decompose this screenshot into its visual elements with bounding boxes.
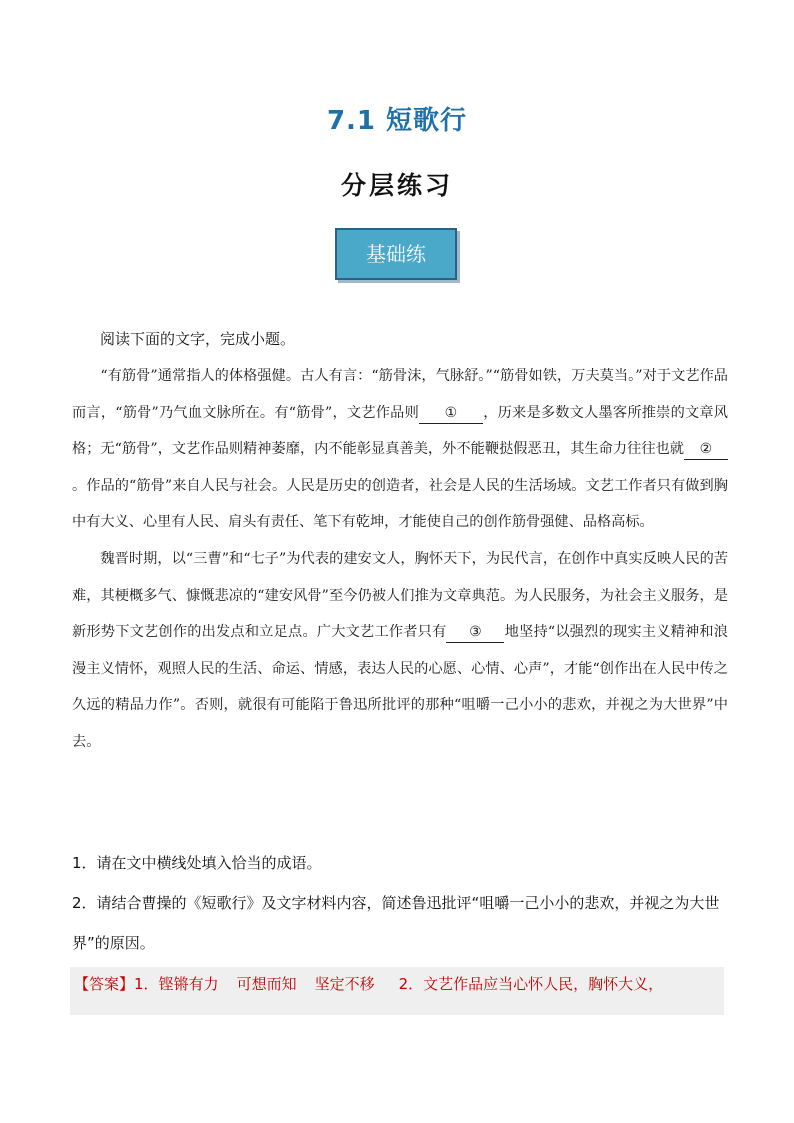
answer-2-text: 2．文艺作品应当心怀人民，胸怀大义， (398, 975, 664, 993)
answer-idiom-3: 坚定不移 (314, 975, 375, 993)
question-list (72, 843, 728, 963)
page-subtitle: 分层练习 (340, 171, 453, 200)
question-2: 2．请结合曹操的《短歌行》及文字材料内容，简述鲁迅批评“咀嚼一己小小的悲欢，并视之为大世界”的原因。 (72, 894, 720, 952)
question-1: 1．请在文中横线处填入恰当的成语。 (72, 854, 322, 872)
answer-box (70, 967, 724, 1015)
passage-text: 。作品的“筋骨”来自人民与社会。人民是历史的创造者，社会是人民的生活场域。文艺工作者只有做到胸中有大义、心里有人民、肩头有责任、笔下有乾坤，才能使自己的创作筋骨强健、品格高标。 (72, 477, 728, 531)
passage-text: 地坚持“以强烈的现实主义精神和浪漫主义情怀，观照人民的生活、命运、情感，表达人民的心愿、心情、心声”，才能“创作出在人民中传之久远的精品力作”。否则，就很有可能陷于鲁迅所批评的那种“咀嚼一己小小的悲欢，并视之为大世界”中去。 (72, 624, 728, 750)
reading-passage (72, 358, 728, 761)
passage-text: “有筋骨”通常指人的体格强健。古人有言：“筋骨沫，气脉舒。”“筋骨如铁，万夫莫当。”对于文艺作品而言，“筋骨”乃气血文脉所在。有“筋骨”，文艺作品则 (72, 368, 728, 421)
passage-text: 魏晋时期，以“三曹”和“七子”为代表的建安文人，胸怀天下，为民代言，在创作中真实反映人民的苦难，其梗概多气、慷慨悲凉的“建安风骨”至今仍被人们推为文章典范。为人民服务，为社会主义服务，是新形势下文艺创作的出发点和立足点。广大文艺工作者只有 (72, 550, 728, 641)
page-title: 7.1 短歌行 (326, 106, 468, 136)
passage-text: ，历来是多数文人墨客所推崇的文章风格；无“筋骨”，文艺作品则精神萎靡，内不能彰显真善美，外不能鞭挞假恶丑，其生命力往往也就 (72, 404, 728, 458)
fill-blank-3: ③ (446, 622, 504, 643)
answer-idiom-2: 可想而知 (236, 975, 297, 993)
answer-1-number: 1． (134, 975, 159, 993)
reading-instruction: 阅读下面的文字，完成小题。 (100, 330, 296, 348)
answer-idiom-1: 铿锵有力 (158, 975, 219, 993)
fill-blank-1: ① (419, 403, 483, 424)
fill-blank-2: ② (684, 439, 728, 460)
passage-paragraph-1 (72, 358, 728, 541)
answer-label: 【答案】 (74, 975, 135, 993)
section-badge: 基础练 (335, 228, 457, 280)
passage-paragraph-2 (72, 541, 728, 761)
